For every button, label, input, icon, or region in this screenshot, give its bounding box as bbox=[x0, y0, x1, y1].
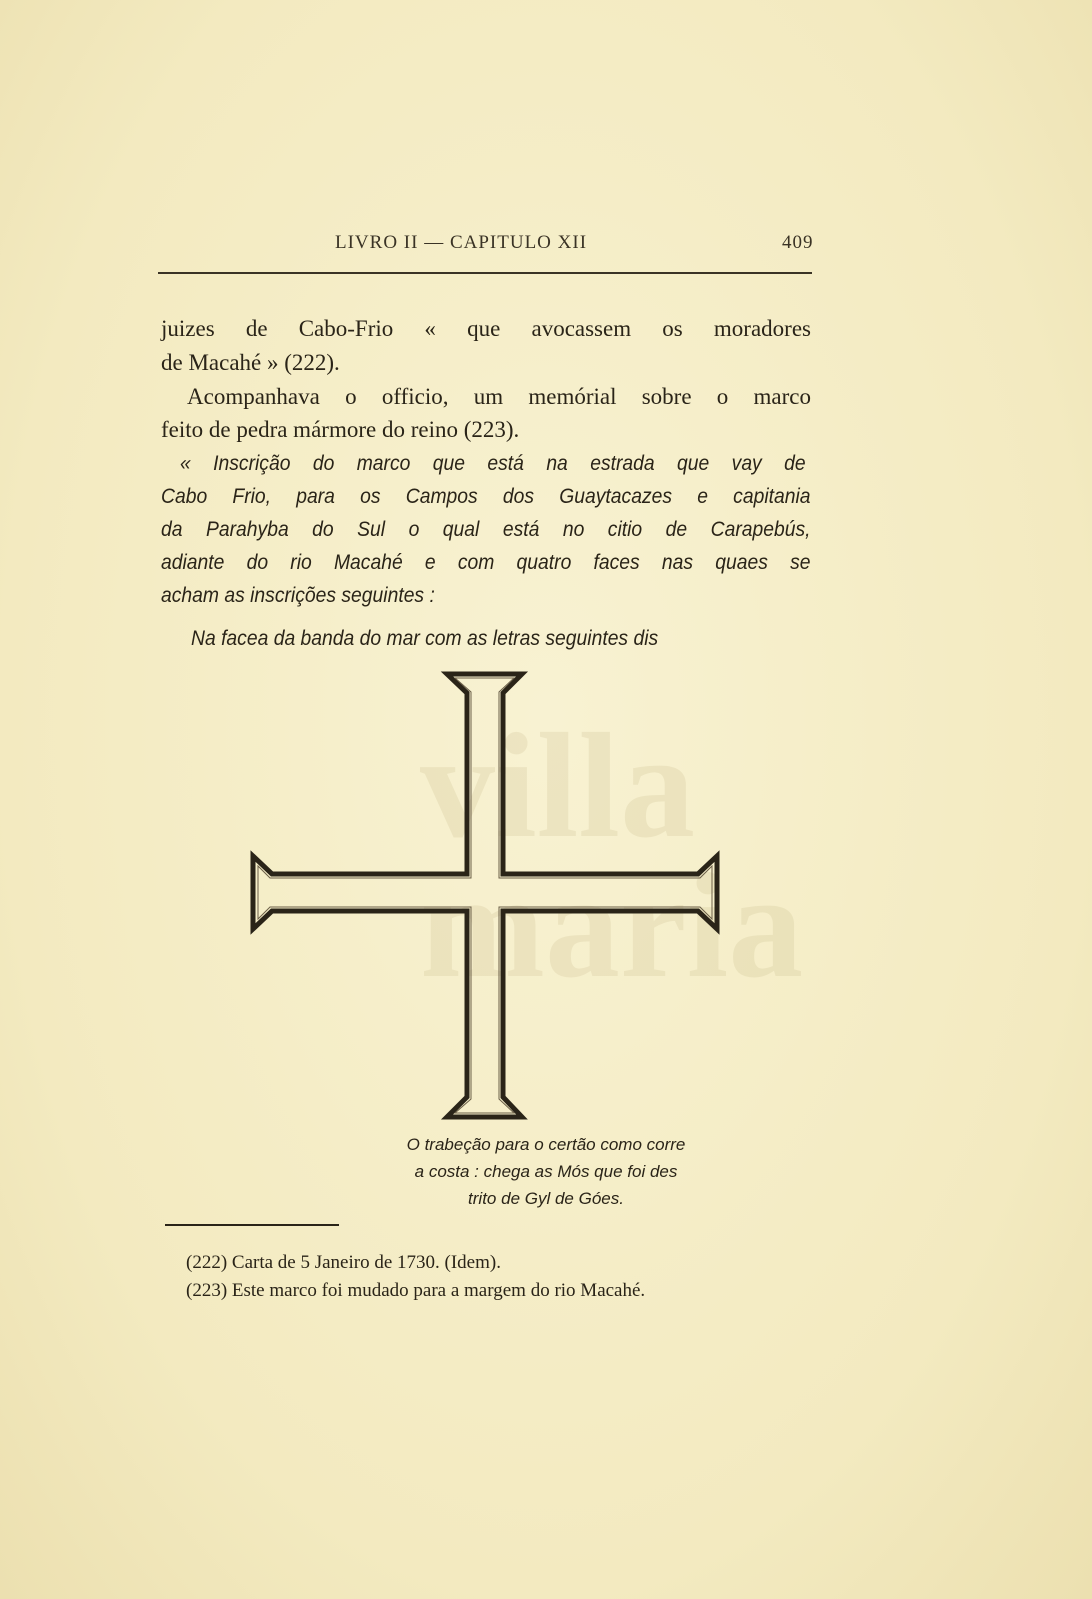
page-number: 409 bbox=[782, 232, 814, 253]
running-title: LIVRO II — CAPITULO XII bbox=[335, 232, 588, 253]
body-line: feito de pedra mármore do reino (223). bbox=[161, 417, 520, 442]
inscription-line: Na facea da banda do mar com as letras seguintes dis bbox=[191, 627, 659, 650]
inscription-line: acham as inscrições seguintes : bbox=[161, 584, 435, 607]
inscription-line: « Inscrição do marco que está na estrada que vay de bbox=[180, 452, 806, 475]
inscription-line: adiante do rio Macahé e com quatro faces nas quaes se bbox=[161, 551, 811, 574]
figure-caption: trito de Gyl de Góes. bbox=[468, 1189, 624, 1208]
watermark: villa bbox=[420, 703, 696, 869]
footnote: (223) Este marco foi mudado para a margem do rio Macahé. bbox=[186, 1280, 646, 1301]
inscription-line: da Parahyba do Sul o qual está no citio de Carapebús, bbox=[161, 518, 811, 541]
figure-caption: O trabeção para o certão como corre bbox=[406, 1135, 686, 1154]
body-line: juizes de Cabo-Frio « que avocassem os moradores bbox=[161, 316, 811, 341]
body-line: de Macahé » (222). bbox=[161, 350, 340, 375]
figure-caption: a costa : chega as Mós que foi des bbox=[414, 1162, 678, 1181]
body-line: Acompanhava o officio, um memórial sobre o marco bbox=[187, 384, 811, 409]
inscription-line: Cabo Frio, para os Campos dos Guaytacazes e capitania bbox=[161, 485, 811, 508]
watermark: maria bbox=[420, 843, 804, 1009]
footnote: (222) Carta de 5 Janeiro de 1730. (Idem). bbox=[186, 1252, 501, 1273]
footnote-rule bbox=[165, 1224, 339, 1226]
